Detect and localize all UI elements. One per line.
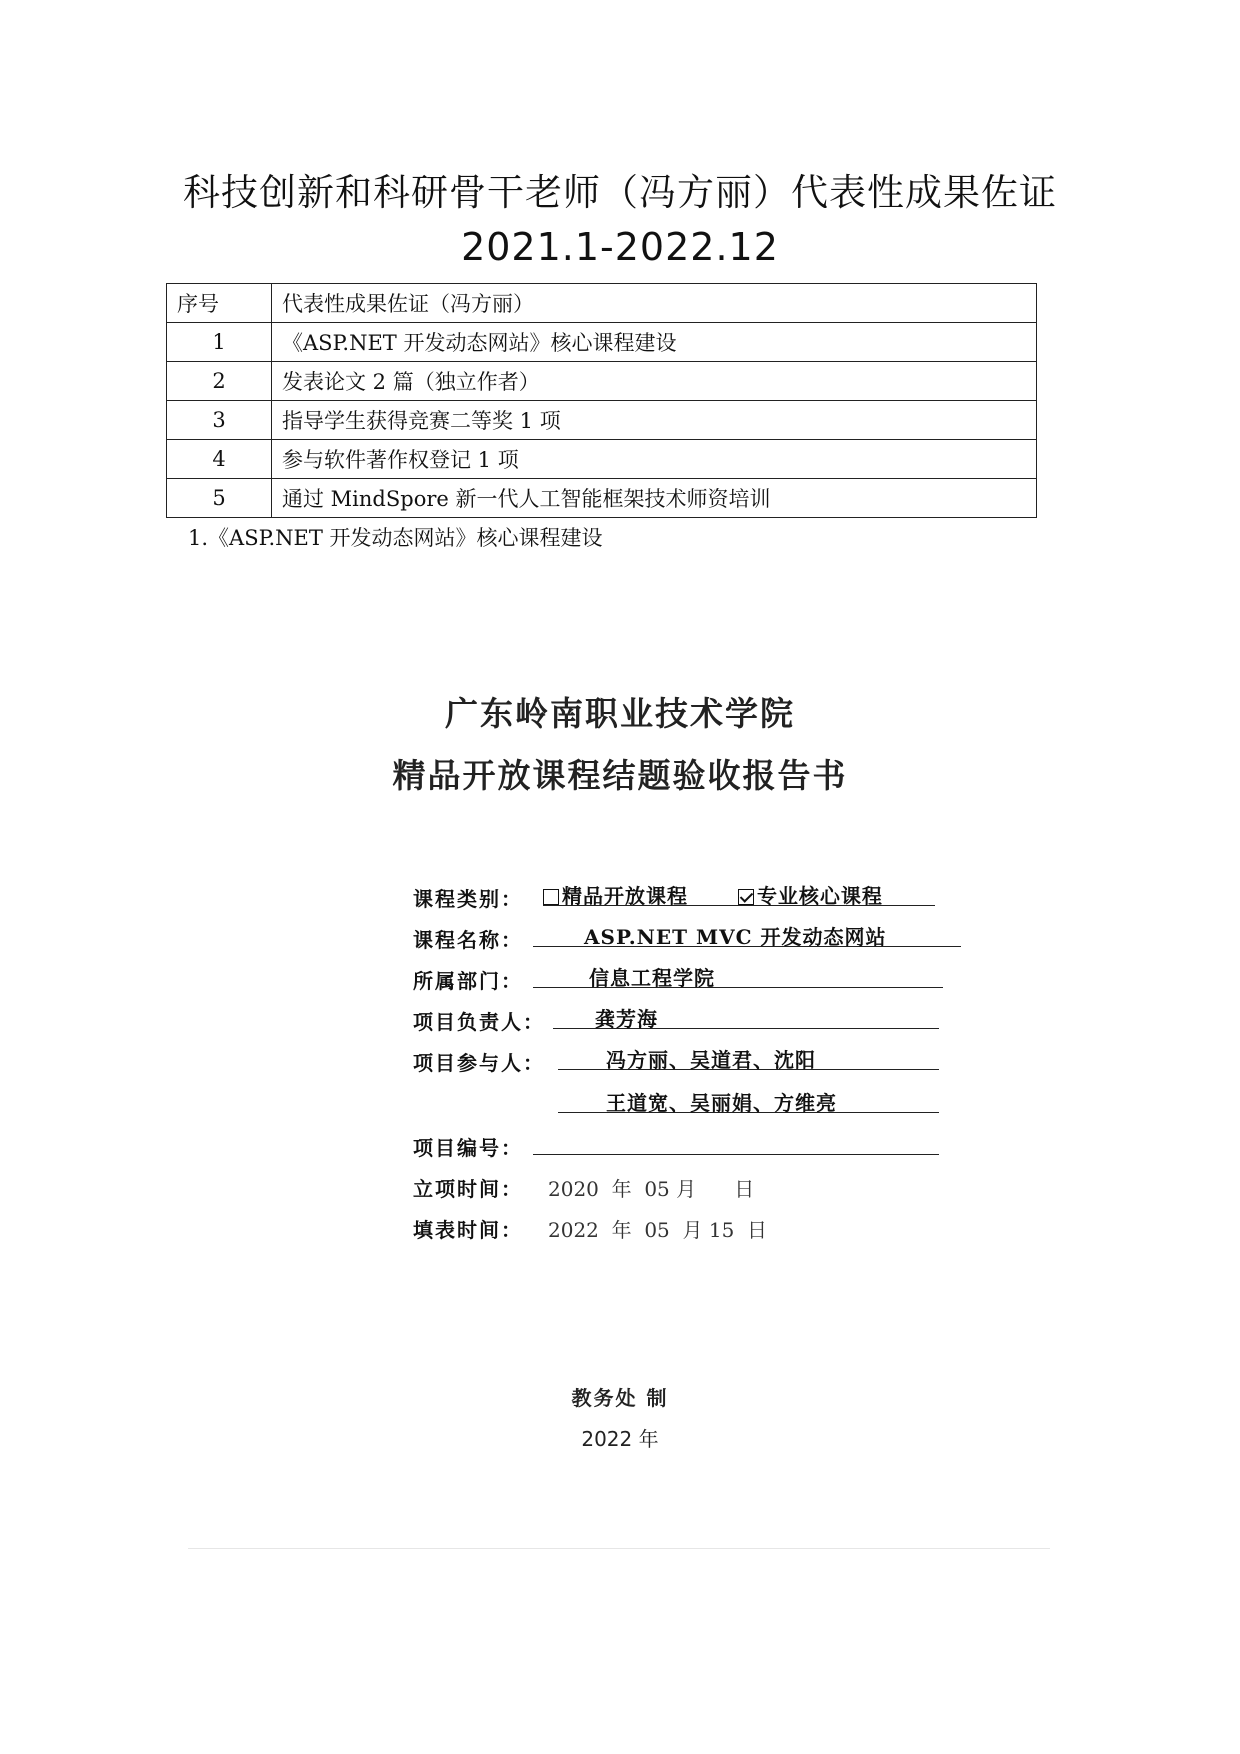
achievement-table <box>166 283 1037 518</box>
project-no-label: 项目编号： <box>413 1136 523 1160</box>
participants-label: 项目参与人： <box>413 1051 545 1075</box>
table-cell-item: 通过 MindSpore 新一代人工智能框架技术师资培训 <box>272 479 1037 518</box>
section-caption: 1.《ASP.NET 开发动态网站》核心课程建设 <box>188 526 603 550</box>
department-value: 信息工程学院 <box>533 962 943 988</box>
category-field <box>543 880 935 906</box>
table-cell-item: 《ASP.NET 开发动态网站》核心课程建设 <box>272 323 1037 362</box>
table-header-item: 代表性成果佐证（冯方丽） <box>272 284 1037 323</box>
checkbox-icon <box>543 889 559 905</box>
table-cell-no: 2 <box>167 362 272 401</box>
category-option-open: 精品开放课程 <box>562 884 688 908</box>
table-cell-item: 参与软件著作权登记 1 项 <box>272 440 1037 479</box>
start-date-label: 立项时间： <box>413 1177 523 1201</box>
participants-line1: 冯方丽、吴道君、沈阳 <box>558 1044 939 1070</box>
cover-report-title: 精品开放课程结题验收报告书 <box>392 756 848 795</box>
category-label: 课程类别： <box>413 887 523 911</box>
course-name-label: 课程名称： <box>413 928 523 952</box>
table-cell-no: 4 <box>167 440 272 479</box>
fill-date-label: 填表时间： <box>413 1218 523 1242</box>
course-name-value: ASP.NET MVC 开发动态网站 <box>533 921 961 947</box>
table-row <box>167 401 1037 440</box>
table-row <box>167 479 1037 518</box>
start-date-value: 2020 年 05 月 日 <box>548 1177 755 1201</box>
table-row <box>167 440 1037 479</box>
table-header-row <box>167 284 1037 323</box>
table-cell-no: 5 <box>167 479 272 518</box>
table-cell-item: 指导学生获得竞赛二等奖 1 项 <box>272 401 1037 440</box>
page-subtitle-period: 2021.1-2022.12 <box>461 225 779 269</box>
leader-value: 龚芳海 <box>553 1003 939 1029</box>
table-header-no: 序号 <box>167 284 272 323</box>
leader-label: 项目负责人： <box>413 1010 545 1034</box>
participants-line2: 王道宽、吴丽娟、方维亮 <box>558 1087 939 1113</box>
issue-year: 2022 年 <box>581 1427 659 1451</box>
fill-date-value: 2022 年 05 月 15 日 <box>548 1218 768 1242</box>
table-cell-no: 1 <box>167 323 272 362</box>
table-row <box>167 362 1037 401</box>
table-cell-no: 3 <box>167 401 272 440</box>
table-cell-item: 发表论文 2 篇（独立作者） <box>272 362 1037 401</box>
checkbox-checked-icon <box>738 889 754 905</box>
issuer-label: 教务处 制 <box>571 1386 669 1410</box>
table-row <box>167 323 1037 362</box>
page-divider <box>188 1548 1050 1549</box>
department-label: 所属部门： <box>413 969 523 993</box>
category-option-core: 专业核心课程 <box>756 884 883 908</box>
page-title: 科技创新和科研骨干老师（冯方丽）代表性成果佐证 <box>183 171 1057 214</box>
cover-school-name: 广东岭南职业技术学院 <box>445 694 795 733</box>
project-no-value <box>533 1129 939 1155</box>
